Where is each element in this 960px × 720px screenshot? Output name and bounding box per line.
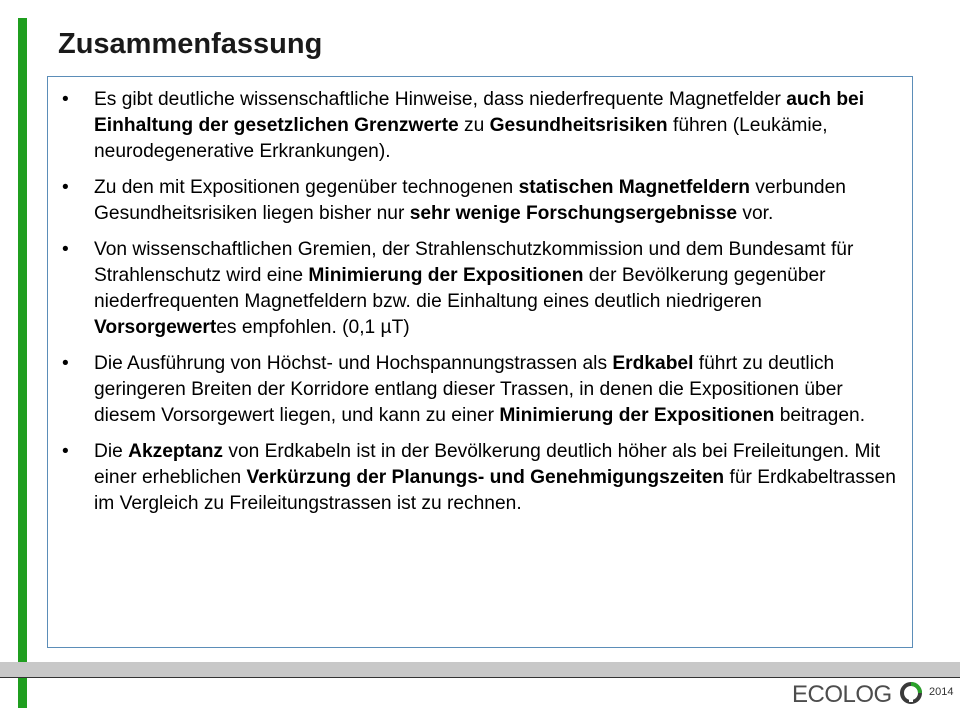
bullet-text: führt zu deutlich geringeren Breiten der Korridore entlang dieser Trassen, in denen die Expositionen über diesem Vorsorgewert liegen, und kann zu einer xyxy=(94,353,843,426)
bullet-bold-text: statischen Magnetfeldern xyxy=(518,177,750,198)
ecolog-logo xyxy=(792,678,910,712)
bullet-dot: • xyxy=(62,177,69,198)
bullet-bold-text: Erdkabel xyxy=(612,353,694,374)
ecolog-circle-icon xyxy=(898,680,924,711)
logo-text: ECOLOG xyxy=(792,681,892,708)
bullet-text: von Erdkabeln ist in der Bevölkerung deutlich höher als bei Freileitungen. Mit einer erheblichen xyxy=(94,441,881,488)
bullet-bold-text: auch bei Einhaltung der gesetzlichen Grenzwerte xyxy=(94,89,865,136)
bullet-item xyxy=(62,237,902,341)
bullet-bold-text: Gesundheitsrisiken xyxy=(489,115,668,136)
bullet-bold-text: Verkürzung der Planungs- und Genehmigungszeiten xyxy=(246,467,725,488)
bullet-text: zu xyxy=(458,115,490,136)
bullet-dot: • xyxy=(62,353,69,374)
footer-band xyxy=(0,662,960,677)
slide-title: Zusammenfassung xyxy=(58,28,323,60)
bullet-item xyxy=(62,439,902,517)
green-accent-bar xyxy=(18,18,27,708)
footer-year: 2014 xyxy=(929,686,954,698)
bullet-item xyxy=(62,87,902,165)
bullet-bold-text: Vorsorgewert xyxy=(94,317,217,338)
bullet-text: führen (Leukämie, neurodegenerative Erkrankungen). xyxy=(94,115,828,162)
bullet-text: der Bevölkerung gegenüber niederfrequenten Magnetfeldern bzw. die Einhaltung eines deutlich niedrigeren xyxy=(94,265,826,312)
bullet-text: beitragen. xyxy=(774,405,866,426)
bullet-list xyxy=(62,87,902,527)
bullet-text: Die xyxy=(94,441,129,462)
bullet-text: verbunden Gesundheitsrisiken liegen bisher nur xyxy=(94,177,846,224)
bullet-text: Zu den mit Expositionen gegenüber technogenen xyxy=(94,177,519,198)
bullet-bold-text: Akzeptanz xyxy=(128,441,224,462)
bullet-text: vor. xyxy=(737,203,774,224)
bullet-text: Die Ausführung von Höchst- und Hochspannungstrassen als xyxy=(94,353,613,374)
bullet-item xyxy=(62,175,902,227)
bullet-text: es empfohlen. (0,1 µT) xyxy=(216,317,410,338)
bullet-item xyxy=(62,351,902,429)
content-box xyxy=(47,76,913,648)
bullet-bold-text: sehr wenige Forschungsergebnisse xyxy=(409,203,738,224)
bullet-text: Es gibt deutliche wissenschaftliche Hinweise, dass niederfrequente Magnetfelder xyxy=(94,89,787,110)
bullet-text: für Erdkabeltrassen im Vergleich zu Freileitungstrassen ist zu rechnen. xyxy=(94,467,896,514)
bullet-dot: • xyxy=(62,441,69,462)
bullet-text: Von wissenschaftlichen Gremien, der Strahlenschutzkommission und dem Bundesamt für Strahlenschutz wird eine xyxy=(94,239,854,286)
bullet-dot: • xyxy=(62,239,69,260)
bullet-dot: • xyxy=(62,89,69,110)
bullet-bold-text: Minimierung der Expositionen xyxy=(308,265,584,286)
bullet-bold-text: Minimierung der Expositionen xyxy=(499,405,775,426)
